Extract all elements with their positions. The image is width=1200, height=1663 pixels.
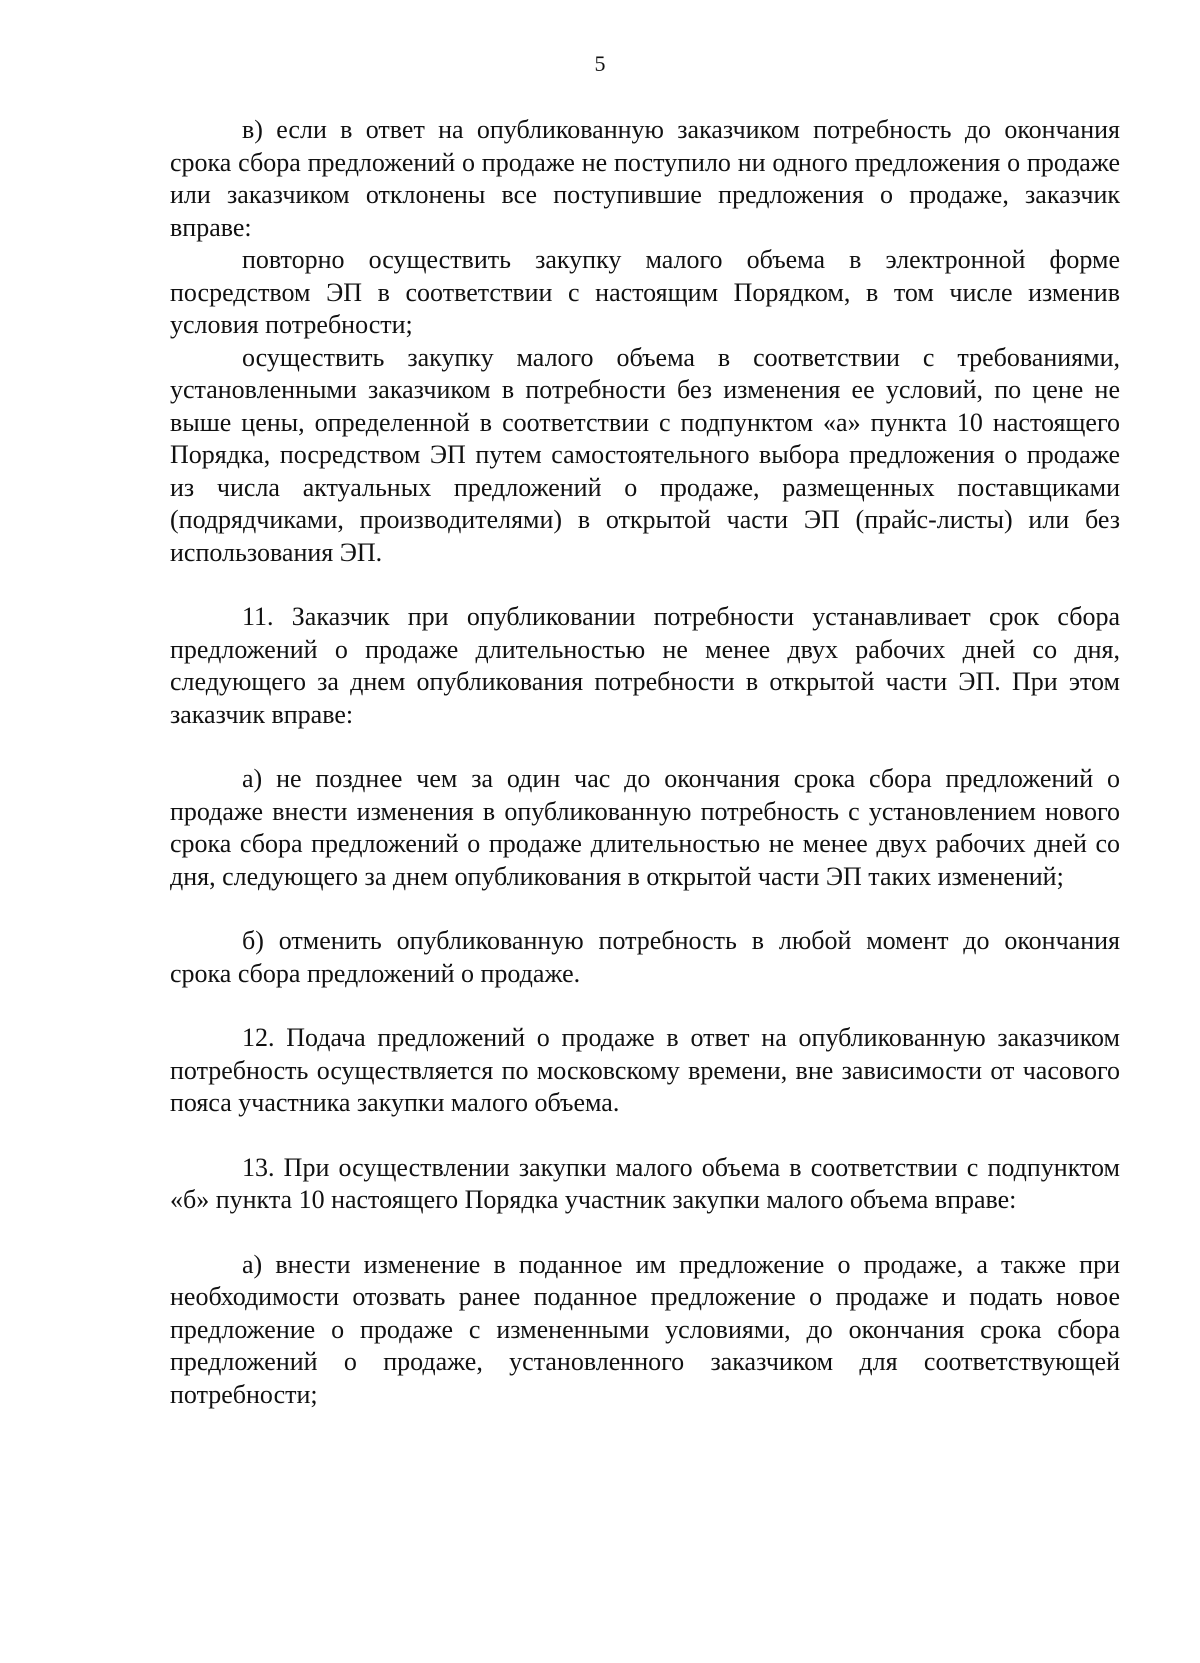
paragraph-purchase-without-changes: осуществить закупку малого объема в соответствии с требованиями, установленными заказчиком в потребности без изменения ее условий, по цене не выше цены, определенной в соответствии с подпунктом «а» пункта 10 настоящего Порядка, посредством ЭП путем самостоятельного выбора предложения о продаже из числа актуальных предложений о продаже, размещенных поставщиками (подрядчиками, производителями) в открытой части ЭП (прайс-листы) или без использования ЭП. (170, 342, 1120, 567)
paragraph-item-13: 13. При осуществлении закупки малого объема в соответствии с подпунктом «б» пункта 10 настоящего Порядка участник закупки малого объема вправе: (170, 1152, 1120, 1214)
page-number: 5 (594, 51, 606, 76)
paragraph-item-11-b: б) отменить опубликованную потребность в любой момент до окончания срока сбора предложений о продаже. (170, 926, 1120, 988)
paragraph-item-13-a: а) внести изменение в поданное им предложение о продаже, а также при необходимости отозвать ранее поданное предложение о продаже и подать новое предложение о продаже с измененными условиями, до окончания срока сбора предложений о продаже, установленного заказчиком для соответствующей потребности; (170, 1249, 1120, 1409)
paragraph-item-11-a: а) не позднее чем за один час до окончания срока сбора предложений о продаже внести изменения в опубликованную потребность с установлением нового срока сбора предложений о продаже длительностью не менее двух рабочих дней со дня, следующего за днем опубликования в открытой части ЭП таких изменений; (170, 764, 1120, 891)
paragraph-item-11: 11. Заказчик при опубликовании потребности устанавливает срок сбора предложений о продаже длительностью не менее двух рабочих дней со дня, следующего за днем опубликования потребности в открытой части ЭП. При этом заказчик вправе: (170, 602, 1120, 729)
paragraph-v-no-offers: в) если в ответ на опубликованную заказчиком потребность до окончания срока сбора предложений о продаже не поступило ни одного предложения о продаже или заказчиком отклонены все поступившие предложения о продаже, заказчик вправе: (170, 115, 1120, 242)
paragraph-repeat-purchase: повторно осуществить закупку малого объема в электронной форме посредством ЭП в соответствии с настоящим Порядком, в том числе изменив условия потребности; (170, 245, 1120, 339)
paragraph-item-12: 12. Подача предложений о продаже в ответ на опубликованную заказчиком потребность осуществляется по московскому времени, вне зависимости от часового пояса участника закупки малого объема. (170, 1023, 1120, 1117)
document-body (170, 114, 1120, 1411)
